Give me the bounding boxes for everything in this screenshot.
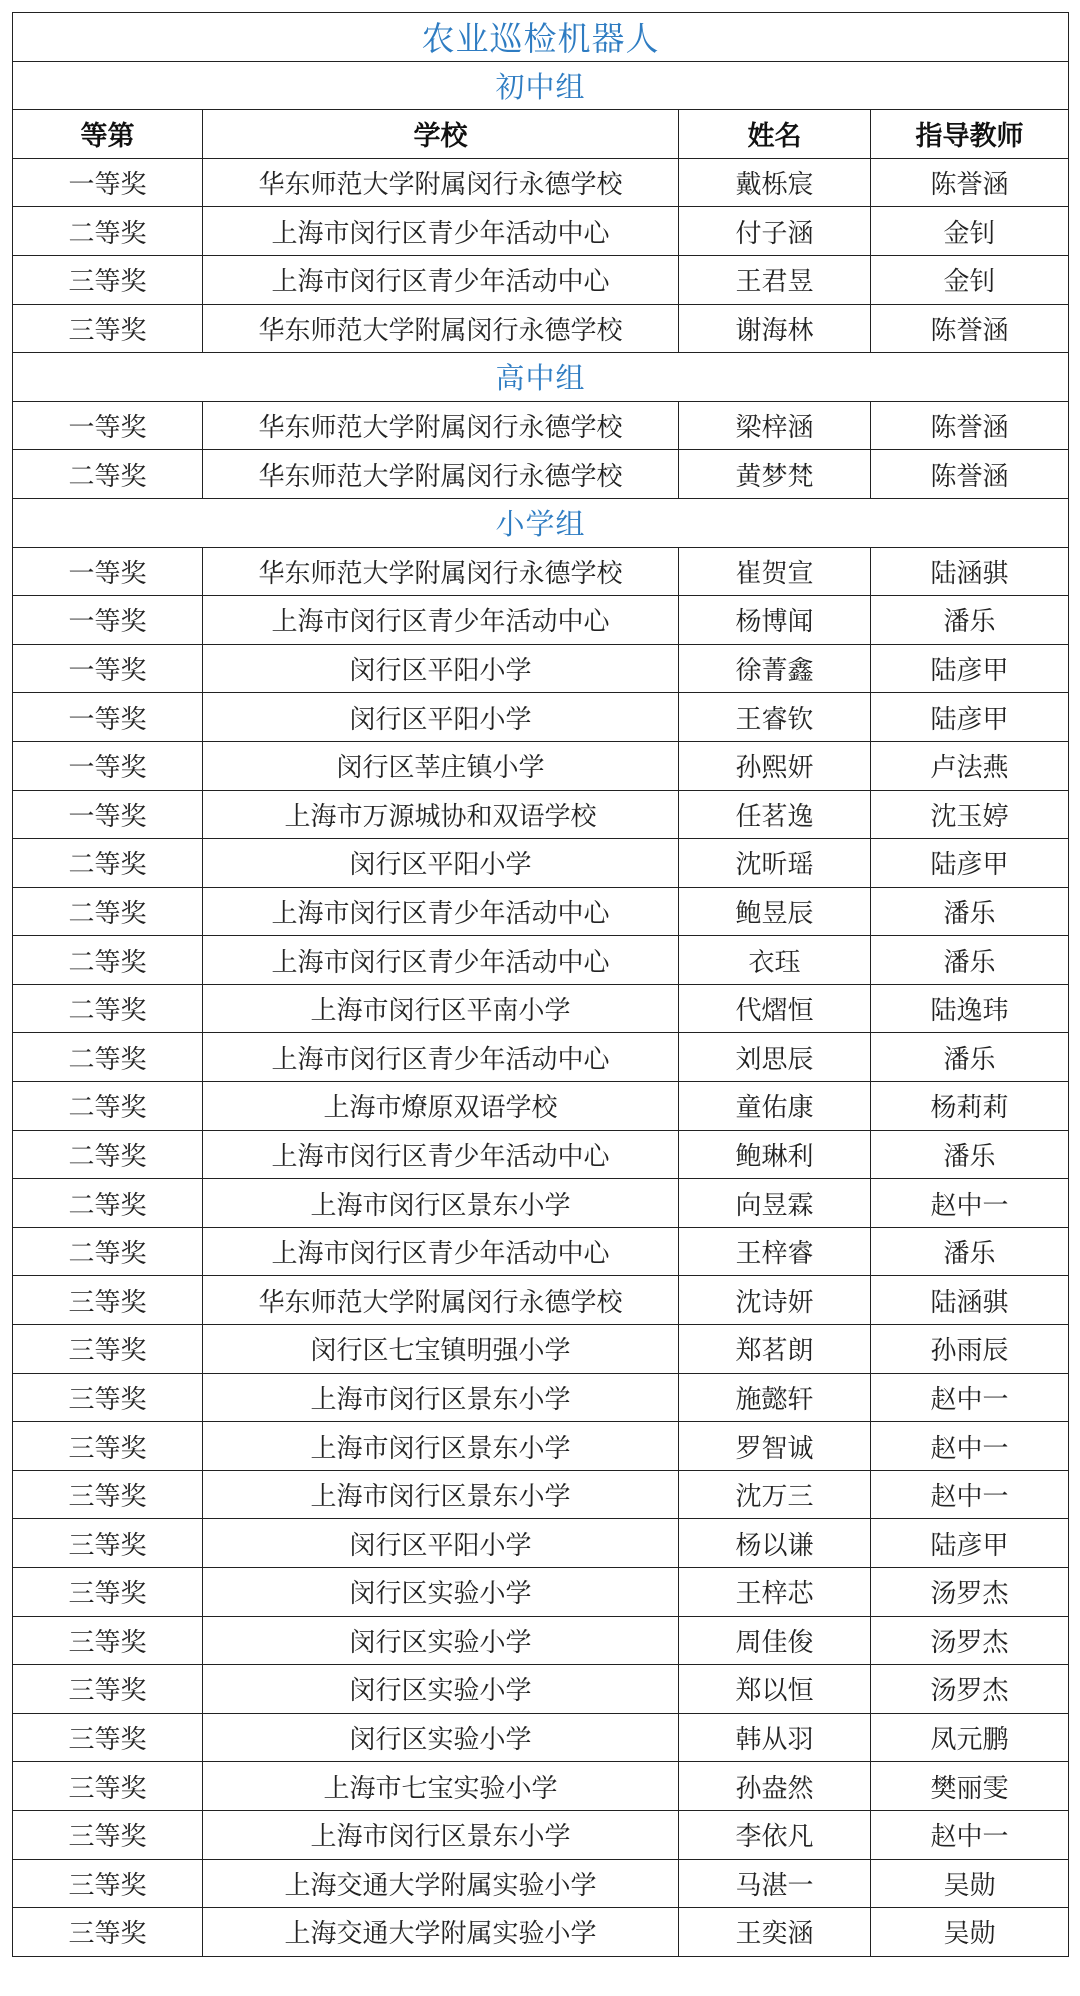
school-cell: 闵行区平阳小学 (203, 1519, 679, 1568)
teacher-cell: 赵中一 (871, 1422, 1069, 1471)
student-name-cell: 付子涵 (679, 207, 871, 256)
teacher-cell: 沈玉婷 (871, 790, 1069, 839)
table-row (13, 741, 1069, 790)
table-row (13, 1130, 1069, 1179)
table-row (13, 1713, 1069, 1762)
student-name-cell: 衣珏 (679, 936, 871, 985)
student-name-cell: 鲍琳利 (679, 1130, 871, 1179)
student-name-cell: 韩从羽 (679, 1713, 871, 1762)
school-cell: 上海市闵行区青少年活动中心 (203, 1227, 679, 1276)
rank-cell: 三等奖 (13, 1373, 203, 1422)
teacher-cell: 陆彦甲 (871, 839, 1069, 888)
school-cell: 上海市闵行区青少年活动中心 (203, 1130, 679, 1179)
group-title: 高中组 (13, 353, 1069, 402)
school-cell: 上海市闵行区平南小学 (203, 984, 679, 1033)
school-column-header: 学校 (203, 110, 679, 159)
rank-cell: 三等奖 (13, 1616, 203, 1665)
student-name-cell: 王睿钦 (679, 693, 871, 742)
school-cell: 上海交通大学附属实验小学 (203, 1859, 679, 1908)
rank-cell: 一等奖 (13, 644, 203, 693)
table-row (13, 1568, 1069, 1617)
table-row (13, 936, 1069, 985)
teacher-cell: 吴勋 (871, 1859, 1069, 1908)
group-title: 小学组 (13, 498, 1069, 547)
rank-cell: 三等奖 (13, 304, 203, 353)
teacher-cell: 潘乐 (871, 1130, 1069, 1179)
student-name-cell: 孙熙妍 (679, 741, 871, 790)
rank-cell: 三等奖 (13, 1665, 203, 1714)
group-header-row (13, 353, 1069, 402)
teacher-cell: 吴勋 (871, 1908, 1069, 1957)
table-row (13, 1810, 1069, 1859)
rank-cell: 一等奖 (13, 790, 203, 839)
student-name-cell: 徐菁鑫 (679, 644, 871, 693)
teacher-cell: 潘乐 (871, 596, 1069, 645)
student-name-cell: 戴栎宸 (679, 158, 871, 207)
rank-cell: 二等奖 (13, 936, 203, 985)
teacher-cell: 陆逸玮 (871, 984, 1069, 1033)
teacher-cell: 陈誉涵 (871, 450, 1069, 499)
school-cell: 闵行区实验小学 (203, 1616, 679, 1665)
teacher-cell: 潘乐 (871, 936, 1069, 985)
school-cell: 华东师范大学附属闵行永德学校 (203, 158, 679, 207)
group-header-row (13, 498, 1069, 547)
teacher-cell: 杨莉莉 (871, 1082, 1069, 1131)
school-cell: 上海市万源城协和双语学校 (203, 790, 679, 839)
school-cell: 上海市闵行区青少年活动中心 (203, 1033, 679, 1082)
student-name-cell: 王梓芯 (679, 1568, 871, 1617)
column-header-row (13, 110, 1069, 159)
teacher-cell: 赵中一 (871, 1179, 1069, 1228)
teacher-cell: 金钊 (871, 207, 1069, 256)
teacher-cell: 赵中一 (871, 1810, 1069, 1859)
table-row (13, 1033, 1069, 1082)
table-row (13, 1373, 1069, 1422)
title-row (13, 13, 1069, 62)
teacher-cell: 陈誉涵 (871, 158, 1069, 207)
school-cell: 上海市七宝实验小学 (203, 1762, 679, 1811)
teacher-cell: 樊丽雯 (871, 1762, 1069, 1811)
teacher-cell: 陆涵骐 (871, 547, 1069, 596)
student-name-cell: 王奕涵 (679, 1908, 871, 1957)
student-name-cell: 孙盎然 (679, 1762, 871, 1811)
student-name-cell: 代熠恒 (679, 984, 871, 1033)
student-name-cell: 杨博闻 (679, 596, 871, 645)
rank-cell: 三等奖 (13, 1276, 203, 1325)
school-cell: 华东师范大学附属闵行永德学校 (203, 1276, 679, 1325)
rank-cell: 二等奖 (13, 450, 203, 499)
table-row (13, 1325, 1069, 1374)
rank-cell: 三等奖 (13, 1859, 203, 1908)
rank-cell: 一等奖 (13, 401, 203, 450)
student-name-cell: 梁梓涵 (679, 401, 871, 450)
group-header-row (13, 61, 1069, 110)
name-column-header: 姓名 (679, 110, 871, 159)
table-row (13, 1859, 1069, 1908)
school-cell: 闵行区七宝镇明强小学 (203, 1325, 679, 1374)
table-row (13, 596, 1069, 645)
teacher-cell: 卢法燕 (871, 741, 1069, 790)
school-cell: 上海市闵行区青少年活动中心 (203, 596, 679, 645)
student-name-cell: 童佑康 (679, 1082, 871, 1131)
school-cell: 闵行区莘庄镇小学 (203, 741, 679, 790)
table-row (13, 255, 1069, 304)
school-cell: 闵行区平阳小学 (203, 839, 679, 888)
student-name-cell: 刘思辰 (679, 1033, 871, 1082)
rank-cell: 二等奖 (13, 887, 203, 936)
group-title: 初中组 (13, 61, 1069, 110)
student-name-cell: 王梓睿 (679, 1227, 871, 1276)
rank-cell: 二等奖 (13, 1130, 203, 1179)
rank-cell: 二等奖 (13, 1033, 203, 1082)
table-row (13, 984, 1069, 1033)
rank-cell: 三等奖 (13, 1325, 203, 1374)
rank-cell: 三等奖 (13, 255, 203, 304)
rank-cell: 三等奖 (13, 1810, 203, 1859)
student-name-cell: 郑茗朗 (679, 1325, 871, 1374)
table-row (13, 1227, 1069, 1276)
table-row (13, 401, 1069, 450)
table-row (13, 158, 1069, 207)
teacher-cell: 陆彦甲 (871, 644, 1069, 693)
rank-cell: 三等奖 (13, 1519, 203, 1568)
student-name-cell: 施懿轩 (679, 1373, 871, 1422)
table-row (13, 1665, 1069, 1714)
rank-cell: 一等奖 (13, 741, 203, 790)
table-row (13, 1762, 1069, 1811)
school-cell: 闵行区平阳小学 (203, 693, 679, 742)
school-cell: 上海市燎原双语学校 (203, 1082, 679, 1131)
rank-column-header: 等第 (13, 110, 203, 159)
student-name-cell: 谢海林 (679, 304, 871, 353)
student-name-cell: 沈万三 (679, 1470, 871, 1519)
award-table (12, 12, 1069, 1957)
table-row (13, 887, 1069, 936)
table-row (13, 693, 1069, 742)
teacher-cell: 汤罗杰 (871, 1616, 1069, 1665)
teacher-cell: 潘乐 (871, 1227, 1069, 1276)
school-cell: 上海市闵行区青少年活动中心 (203, 887, 679, 936)
school-cell: 上海市闵行区景东小学 (203, 1470, 679, 1519)
teacher-cell: 赵中一 (871, 1373, 1069, 1422)
rank-cell: 三等奖 (13, 1568, 203, 1617)
student-name-cell: 崔贺宣 (679, 547, 871, 596)
rank-cell: 二等奖 (13, 839, 203, 888)
table-row (13, 207, 1069, 256)
teacher-cell: 汤罗杰 (871, 1568, 1069, 1617)
teacher-cell: 汤罗杰 (871, 1665, 1069, 1714)
school-cell: 上海交通大学附属实验小学 (203, 1908, 679, 1957)
student-name-cell: 鲍昱辰 (679, 887, 871, 936)
teacher-cell: 陈誉涵 (871, 304, 1069, 353)
school-cell: 上海市闵行区青少年活动中心 (203, 255, 679, 304)
rank-cell: 一等奖 (13, 547, 203, 596)
teacher-cell: 潘乐 (871, 887, 1069, 936)
table-row (13, 1616, 1069, 1665)
school-cell: 上海市闵行区青少年活动中心 (203, 936, 679, 985)
school-cell: 上海市闵行区景东小学 (203, 1179, 679, 1228)
table-title: 农业巡检机器人 (13, 13, 1069, 62)
table-row (13, 1082, 1069, 1131)
school-cell: 华东师范大学附属闵行永德学校 (203, 547, 679, 596)
rank-cell: 三等奖 (13, 1713, 203, 1762)
teacher-cell: 陆彦甲 (871, 693, 1069, 742)
teacher-cell: 赵中一 (871, 1470, 1069, 1519)
school-cell: 华东师范大学附属闵行永德学校 (203, 450, 679, 499)
student-name-cell: 沈诗妍 (679, 1276, 871, 1325)
teacher-cell: 陆涵骐 (871, 1276, 1069, 1325)
student-name-cell: 沈昕瑶 (679, 839, 871, 888)
table-row (13, 839, 1069, 888)
teacher-cell: 陆彦甲 (871, 1519, 1069, 1568)
teacher-cell: 潘乐 (871, 1033, 1069, 1082)
table-row (13, 1179, 1069, 1228)
school-cell: 华东师范大学附属闵行永德学校 (203, 401, 679, 450)
student-name-cell: 罗智诚 (679, 1422, 871, 1471)
teacher-cell: 凤元鹏 (871, 1713, 1069, 1762)
table-row (13, 644, 1069, 693)
table-row (13, 304, 1069, 353)
student-name-cell: 周佳俊 (679, 1616, 871, 1665)
rank-cell: 一等奖 (13, 596, 203, 645)
table-row (13, 450, 1069, 499)
school-cell: 上海市闵行区青少年活动中心 (203, 207, 679, 256)
student-name-cell: 黄梦梵 (679, 450, 871, 499)
table-row (13, 1422, 1069, 1471)
student-name-cell: 任茗逸 (679, 790, 871, 839)
rank-cell: 三等奖 (13, 1908, 203, 1957)
rank-cell: 三等奖 (13, 1762, 203, 1811)
student-name-cell: 李依凡 (679, 1810, 871, 1859)
table-row (13, 1519, 1069, 1568)
school-cell: 华东师范大学附属闵行永德学校 (203, 304, 679, 353)
teacher-cell: 金钊 (871, 255, 1069, 304)
student-name-cell: 郑以恒 (679, 1665, 871, 1714)
student-name-cell: 王君昱 (679, 255, 871, 304)
school-cell: 闵行区平阳小学 (203, 644, 679, 693)
school-cell: 闵行区实验小学 (203, 1568, 679, 1617)
student-name-cell: 杨以谦 (679, 1519, 871, 1568)
table-row (13, 1470, 1069, 1519)
rank-cell: 二等奖 (13, 1179, 203, 1228)
teacher-cell: 陈誉涵 (871, 401, 1069, 450)
rank-cell: 二等奖 (13, 984, 203, 1033)
school-cell: 闵行区实验小学 (203, 1713, 679, 1762)
rank-cell: 二等奖 (13, 1227, 203, 1276)
table-row (13, 1276, 1069, 1325)
student-name-cell: 向昱霖 (679, 1179, 871, 1228)
school-cell: 上海市闵行区景东小学 (203, 1422, 679, 1471)
school-cell: 上海市闵行区景东小学 (203, 1810, 679, 1859)
rank-cell: 三等奖 (13, 1422, 203, 1471)
rank-cell: 二等奖 (13, 207, 203, 256)
rank-cell: 一等奖 (13, 158, 203, 207)
teacher-cell: 孙雨辰 (871, 1325, 1069, 1374)
teacher-column-header: 指导教师 (871, 110, 1069, 159)
rank-cell: 三等奖 (13, 1470, 203, 1519)
school-cell: 上海市闵行区景东小学 (203, 1373, 679, 1422)
school-cell: 闵行区实验小学 (203, 1665, 679, 1714)
rank-cell: 二等奖 (13, 1082, 203, 1131)
rank-cell: 一等奖 (13, 693, 203, 742)
student-name-cell: 马湛一 (679, 1859, 871, 1908)
table-row (13, 1908, 1069, 1957)
table-row (13, 790, 1069, 839)
table-row (13, 547, 1069, 596)
